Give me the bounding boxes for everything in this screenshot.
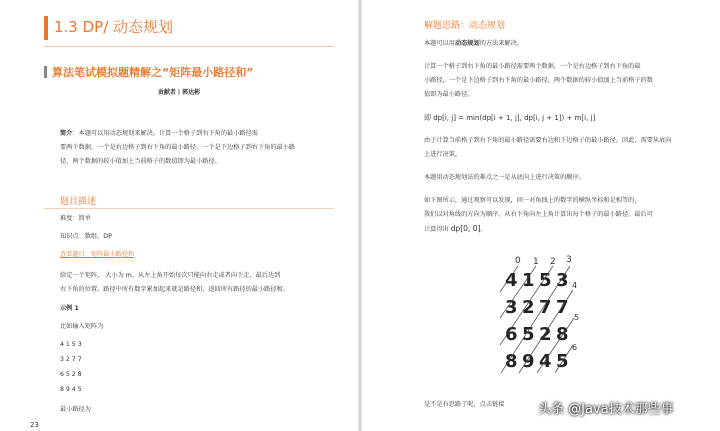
dp-result: dp[0, 0]: [450, 224, 481, 233]
intro-line-3: 径，两个数据的较小值加上当前格子的数值即为最小路径。: [60, 158, 221, 165]
grid-cell: 6: [505, 324, 518, 345]
p5-punct: 。: [480, 226, 487, 233]
section-accent-bar: [44, 66, 47, 78]
p2-line-3: 值即为最小路径。: [424, 91, 474, 98]
diagonal-lines: [362, 0, 720, 431]
matrix-row: 8 9 4 5: [60, 386, 82, 393]
result-label: 最小路径为: [60, 406, 91, 413]
intro-label: 简介: [60, 130, 73, 137]
problem-link[interactable]: 查看题目：矩阵最小路径和: [60, 251, 135, 258]
column-index: 2: [550, 257, 556, 267]
diagonal-line: [537, 318, 574, 373]
grid-cell: 4: [505, 270, 518, 291]
formula-prefix: 即: [424, 114, 434, 122]
formula: dp[i, j] = min(dp[i + 1, j], dp[i, j + 1]) + m[i, j]: [433, 114, 596, 122]
knowledge-points: 知识点：数组、DP: [60, 233, 112, 240]
matrix-row: 6 5 2 8: [60, 371, 82, 378]
matrix-row: 3 2 7 7: [60, 356, 82, 363]
p2-line-1: 计算一个格子到右下角的最小路径需要两个数据，一个是右边格子到右下角的最: [424, 63, 641, 70]
p5-line-2: 我们以对角线的方向为顺序，从右下角向左上角计算出每个格子的最小路径。最后可: [424, 211, 653, 218]
diagonal-line: [500, 266, 536, 318]
heading-description: 题目描述: [60, 197, 97, 207]
grid-cell: 5: [556, 351, 569, 372]
diagonal-line: [500, 266, 518, 292]
grid-cell: 2: [539, 324, 552, 345]
grid-cell: 8: [505, 351, 518, 372]
section-title: 算法笔试模拟题精解之“矩阵最小路径和”: [52, 66, 254, 79]
row-index: 6: [572, 343, 578, 352]
page-number: 23: [30, 421, 39, 429]
difficulty: 难度：简单: [60, 215, 91, 222]
intro-paragraph: [60, 127, 295, 169]
row-index: 4: [572, 281, 578, 290]
chapter-accent-bar: [44, 16, 48, 40]
description-line-2: 右下角的位置。路径中所有数字累加起来就是路径和，返回所有路径的最小路径和。: [60, 286, 289, 293]
intro-line-2: 要两个数据，一个是右边格子到右下角的最小路径、一个是下边格子到右下角的最小路: [60, 144, 296, 151]
p2-line-2: 小路径，一个是下边格子到右下角的最小路径，两个数据的较小值加上当前格子的数: [424, 77, 653, 84]
diagonal-line: [555, 345, 573, 373]
description-line-1: 给定一个矩阵， 大小为 m，从左上角开始每次只能向右走或者向下走，最后达到: [60, 272, 281, 279]
heading-solution: 解题思路：动态规划: [424, 21, 506, 31]
grid-cell: 4: [539, 351, 552, 372]
example-intro: 比如输入矩阵为: [60, 323, 104, 330]
column-index: 1: [533, 257, 539, 267]
p3-line-2: 上进行决策。: [424, 151, 462, 158]
column-index: 0: [515, 256, 521, 266]
heading-underline: [44, 208, 334, 209]
left-page: [0, 0, 358, 431]
p5-line-1: 如下图所示，通过观察可以发现，同一对角线上的数字的横纵坐标和是相等的，: [424, 197, 641, 204]
grid-cell: 8: [556, 324, 569, 345]
bottom-text: 是不是有思路了呢，点击链接: [424, 401, 505, 408]
column-index: 3: [566, 255, 572, 265]
grid-cell: 1: [522, 270, 535, 291]
watermark: 头条 @Java技术那些事: [538, 402, 674, 417]
p3-line-1: 由于计算当前格子到右下角的最小路径需要右边和下边格子的最小路径。因此，需要从底向: [424, 137, 672, 144]
matrix-row: 4 1 5 3: [60, 341, 82, 348]
grid-cell: 5: [539, 270, 552, 291]
grid-cell: 9: [522, 351, 535, 372]
grid-cell: 2: [522, 297, 535, 318]
solution-text: 本题可以用: [424, 40, 455, 47]
solution-keyword: 动态规划: [454, 40, 480, 47]
chapter-divider: [44, 46, 334, 47]
diagonal-line: [501, 266, 570, 373]
example-title: 示例 1: [60, 305, 79, 312]
grid-cell: 3: [505, 297, 518, 318]
right-page: [362, 0, 720, 431]
grid-cell: 7: [556, 297, 569, 318]
grid-cell: 5: [522, 324, 535, 345]
p5-line-3: 计算得出: [424, 226, 451, 233]
description-paragraph: [60, 269, 289, 297]
chapter-title: 1.3 DP/ 动态规划: [54, 18, 174, 36]
solution-paragraph-4: 本题用动态规划法的难点之一是从底向上进行决策的顺序。: [424, 174, 585, 181]
grid-cell: 7: [539, 297, 552, 318]
grid-cell: 3: [556, 270, 569, 291]
intro-line-1: ：本题可以用动态规划来解决。计算一个格子到右下角的最小路径需: [72, 130, 258, 137]
solution-text: 的方法来解决。: [479, 40, 523, 47]
row-index: 5: [574, 313, 580, 322]
author-line: 贡献者 | 郭达彬: [157, 89, 201, 96]
